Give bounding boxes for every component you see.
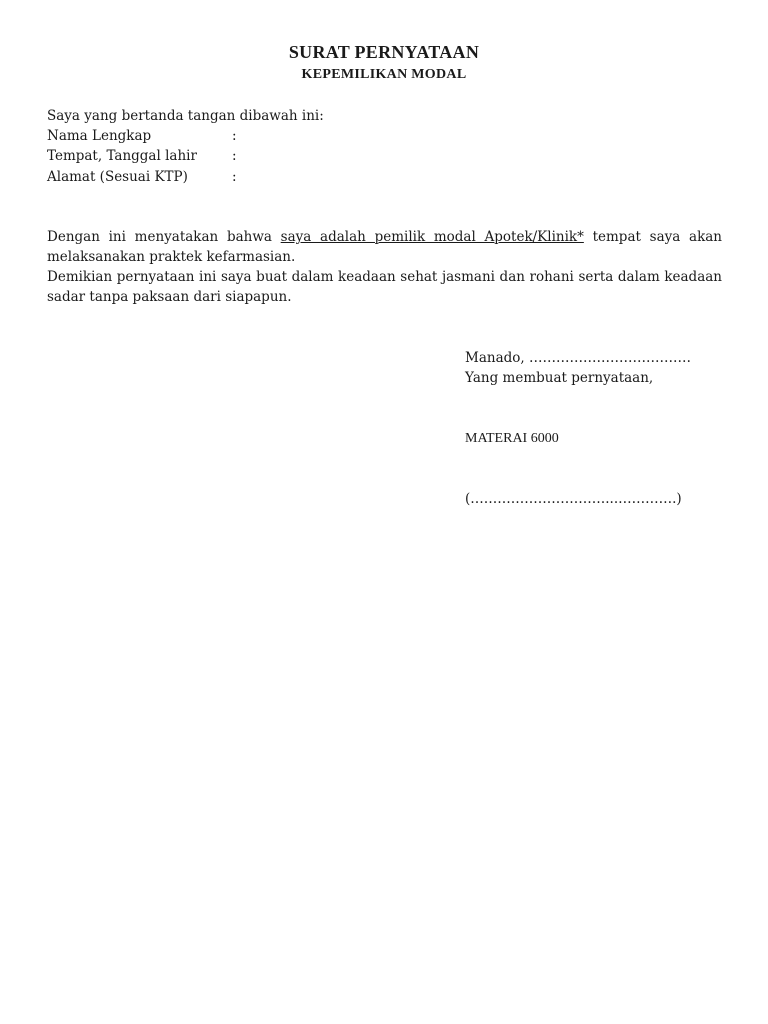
field-label-alamat: Alamat (Sesuai KTP) <box>47 169 188 185</box>
document-subtitle: KEPEMILIKAN MODAL <box>301 67 467 82</box>
field-colon-nama: : <box>232 128 237 144</box>
field-colon-ttl: : <box>232 148 237 164</box>
intro-text: Saya yang bertanda tangan dibawah ini: <box>47 108 324 124</box>
field-label-nama: Nama Lengkap <box>47 128 152 144</box>
closing-paragraph: Demikian pernyataan ini saya buat dalam keadaan sehat jasmani dan rohani serta dalam keadaan sadar tanpa paksaan dari siapapun. <box>47 269 722 305</box>
statement-underlined: saya adalah pemilik modal Apotek/Klinik* <box>280 229 584 245</box>
statement-paragraph <box>47 227 722 267</box>
signature-name-line: (…………………………...………….) <box>465 491 682 507</box>
statement-suffix: tempat saya akan melaksanakan praktek kefarmasian. <box>47 229 722 265</box>
document-title: SURAT PERNYATAAN <box>288 42 480 62</box>
field-label-ttl: Tempat, Tanggal lahir <box>47 148 197 164</box>
signature-stamp: MATERAI 6000 <box>465 431 559 446</box>
statement-prefix: Dengan ini menyatakan bahwa <box>47 229 281 245</box>
field-colon-alamat: : <box>232 169 237 185</box>
signature-maker: Yang membuat pernyataan, <box>465 370 654 386</box>
signature-place-date: Manado, ……………………………… <box>465 350 691 366</box>
